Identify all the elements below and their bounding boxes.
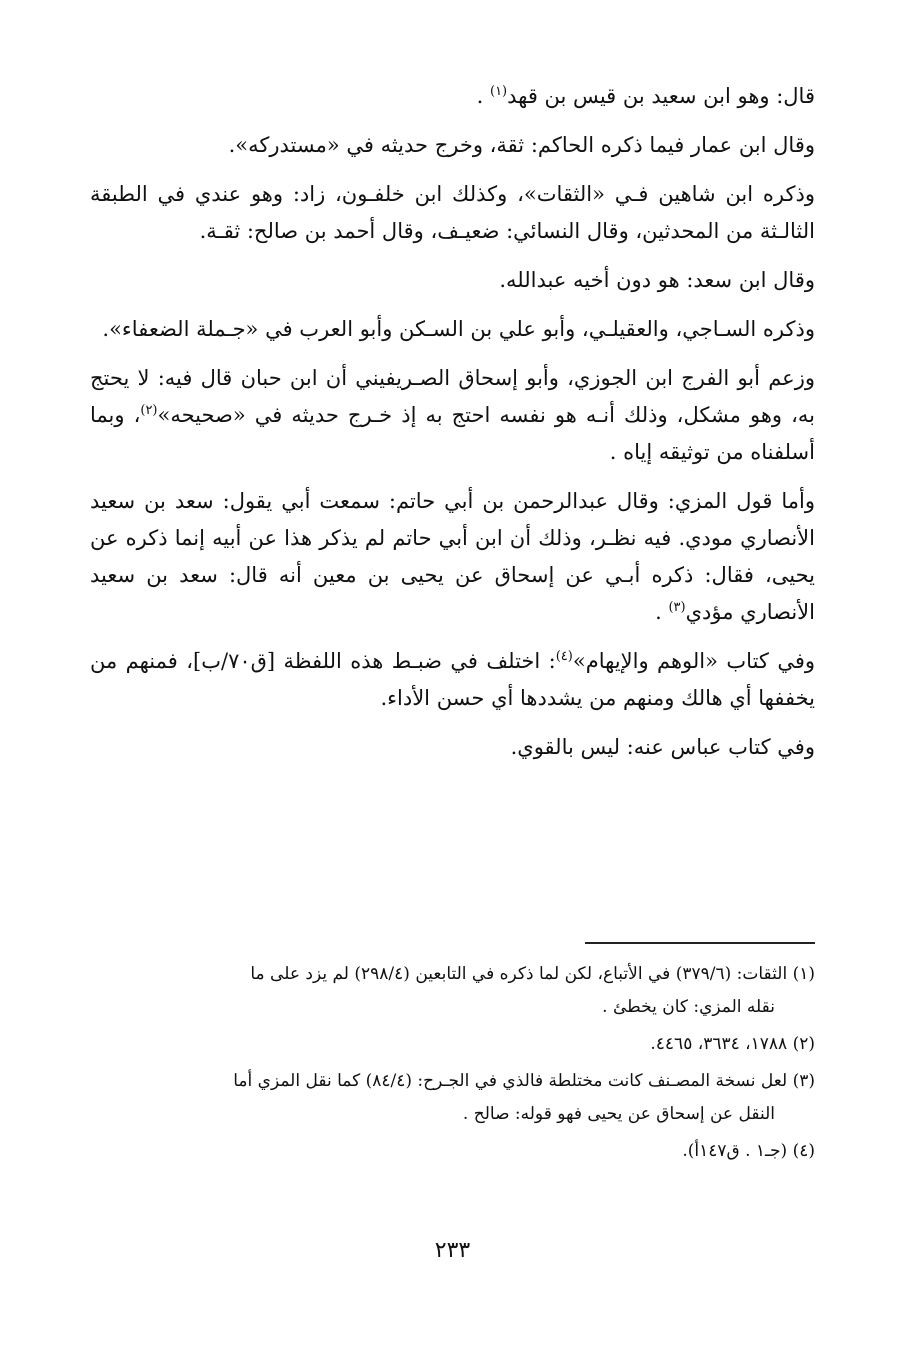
page-number: ٢٣٣ [434,1238,471,1263]
paragraph-7: وأما قول المزي: وقال عبدالرحمن بن أبي حاتم: سمعت أبي يقول: سعد بن سعيد الأنصاري مودي. فيه نظـر، وذلك أن ابن أبي حاتم لم يذكر هذا عن أبيه إنما ذكره عن يحيى، فقال: ذكره أبـي عن إسحاق عن يحيى بن معين أنه قال: سعد بن سعيد الأنصاري مؤدي$^{(٣)}$ . [90,489,815,624]
footnote-ref-1[interactable]: (١) [489,84,508,99]
paragraph-1: قال: وهو ابن سعيد بن قيس بن قهد$^{(١)}$ . [476,84,815,108]
footnotes [90,958,815,1172]
paragraph-6: وزعم أبو الفرج ابن الجوزي، وأبو إسحاق الصـريفيني أن ابن حبان قال فيه: لا يحتج به، وهو مشكل، وذلك أنـه هو نفسه احتج به إذ خـرج حديثه في «صحيحه»$^{(٢)}$، وبما أسلفناه من توثيقه إياه . [90,366,815,464]
footnote-separator [585,942,815,944]
paragraph-9: وفي كتاب عباس عنه: ليس بالقوي. [510,735,815,759]
footnote-1: (١) الثقات: (٣٧٩/٦) في الأتباع، لكن لما ذكره في التابعين (٢٩٨/٤) لم يزد على ما نقله المزي: كان يخطئ . [250,964,815,1017]
main-text [90,78,815,778]
footnote-3: (٣) لعل نسخة المصـنف كانت مختلطة فالذي في الجـرح: (٨٤/٤) كما نقل المزي أما النقل عن إسحاق عن يحيى فهو قوله: صالح . [233,1071,815,1124]
paragraph-8: وفي كتاب «الوهم والإيهام»$^{(٤)}$: اختلف في ضبـط هذه اللفظة [ق٧٠/ب]، فمنهم من يخففها أي هالك ومنهم من يشددها أي حسن الأداء. [90,649,815,710]
paragraph-4: وقال ابن سعد: هو دون أخيه عبدالله. [499,268,815,292]
footnote-2: (٢) ١٧٨٨، ٣٦٣٤، ٤٤٦٥. [650,1034,815,1054]
paragraph-2: وقال ابن عمار فيما ذكره الحاكم: ثقة، وخرج حديثه في «مستدركه». [228,133,815,157]
footnote-ref-4[interactable]: (٤) [555,649,573,664]
footnote-4: (٤) (جـ١ . ق١٤٧أ). [682,1141,815,1161]
footnote-ref-3[interactable]: (٣) [668,600,686,615]
paragraph-3: وذكره ابن شاهين فـي «الثقات»، وكذلك ابن خلفـون، زاد: وهو عندي في الطبقة الثالـثة من المحدثين، وقال النسائي: ضعيـف، وقال أحمد بن صالح: ثقـة. [90,182,815,243]
paragraph-5: وذكره السـاجي، والعقيلـي، وأبو علي بن السـكن وأبو العرب في «جـملة الضعفاء». [102,317,815,341]
footnote-ref-2[interactable]: (٢) [140,403,158,418]
